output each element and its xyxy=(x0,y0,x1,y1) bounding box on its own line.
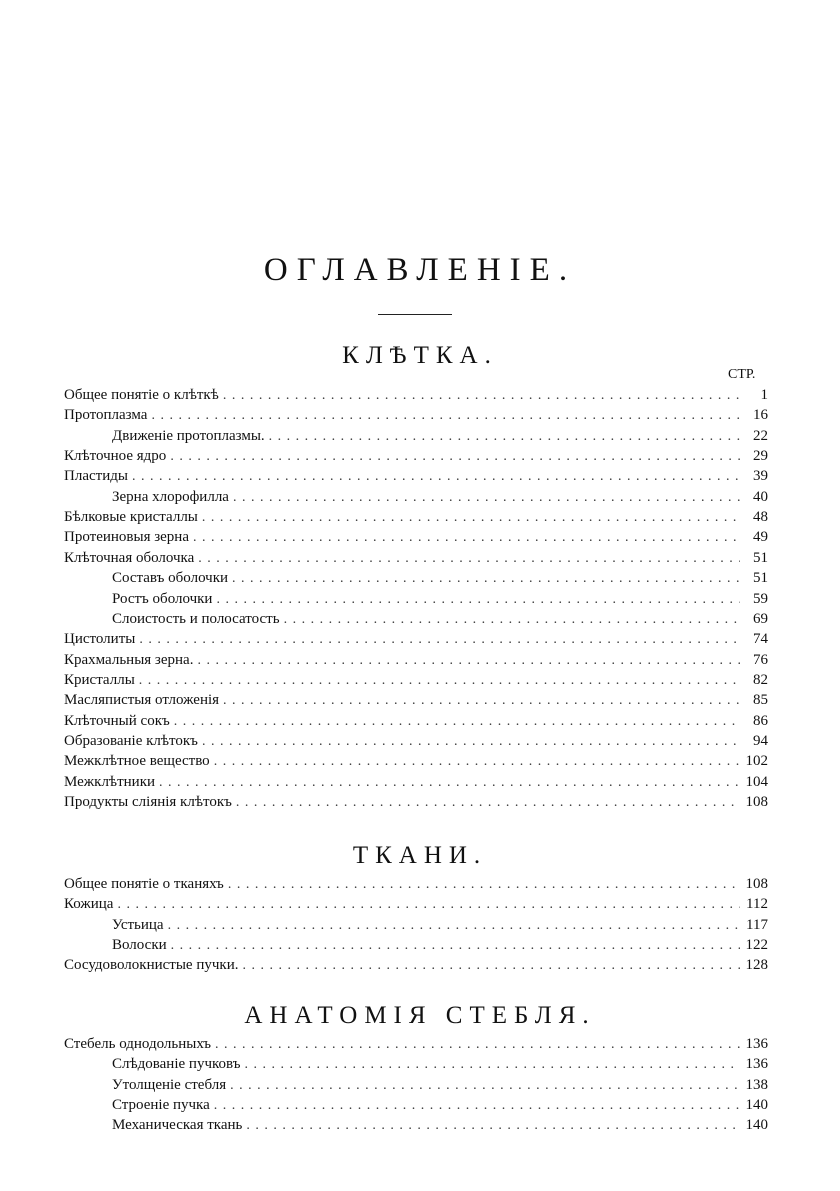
dot-leader xyxy=(215,1036,740,1053)
dot-leader xyxy=(284,611,740,628)
toc-entry xyxy=(64,892,768,913)
dot-leader xyxy=(269,428,740,445)
toc-entry xyxy=(112,913,768,934)
toc-entry xyxy=(64,770,768,791)
toc-entry-page: 117 xyxy=(746,916,768,933)
toc-entry-label: Межклѣтники xyxy=(64,773,156,790)
toc-entry-label: Бѣлковые кристаллы xyxy=(64,509,198,526)
toc-entry-page: 49 xyxy=(753,529,768,546)
dot-leader xyxy=(233,489,740,506)
toc-entry xyxy=(112,1093,768,1114)
toc-entry-label: Ростъ оболочки xyxy=(112,590,213,607)
toc-entry xyxy=(64,709,768,730)
toc-entry xyxy=(64,953,768,974)
dot-leader xyxy=(232,570,740,587)
title-rule xyxy=(378,314,452,315)
dot-leader xyxy=(230,1077,740,1094)
toc-entry-page: 108 xyxy=(745,876,768,892)
toc-entry-page: 94 xyxy=(753,732,768,749)
toc-entry-label: Общее понятіе о тканяхъ xyxy=(64,876,224,892)
dot-leader xyxy=(202,733,740,750)
dot-leader xyxy=(242,957,740,974)
toc-entry-label: Клѣточное ядро xyxy=(64,448,167,465)
dot-leader xyxy=(170,448,740,465)
toc-entry xyxy=(64,546,768,567)
toc-entry xyxy=(64,464,768,485)
toc-entry-page: 69 xyxy=(753,610,768,627)
toc-entry-page: 51 xyxy=(753,570,768,587)
dot-leader xyxy=(159,774,740,791)
toc-entry-label: Продукты сліянія клѣтокъ xyxy=(64,794,232,810)
toc-entry-label: Волоски xyxy=(112,936,167,953)
toc-entry-page: 22 xyxy=(753,427,768,444)
toc-entry xyxy=(64,444,768,465)
dot-leader xyxy=(246,1117,740,1134)
toc-entry-page: 136 xyxy=(745,1056,768,1073)
toc-entry-page: 136 xyxy=(745,1036,768,1052)
toc-entry xyxy=(64,648,768,669)
toc-entry-label: Клѣточная оболочка xyxy=(64,549,195,566)
toc-entry-label: Протоплазма xyxy=(64,407,148,424)
dot-leader xyxy=(216,591,740,608)
toc-entry-page: 29 xyxy=(753,448,768,465)
toc-entry xyxy=(64,688,768,709)
toc-entry xyxy=(64,525,768,546)
dot-leader xyxy=(228,876,740,893)
toc-entry-label: Составъ оболочки xyxy=(112,570,229,587)
toc-entry xyxy=(112,607,768,628)
toc-entry xyxy=(112,424,768,445)
dot-leader xyxy=(198,550,740,567)
toc-entry-label: Крахмальныя зерна. xyxy=(64,651,194,668)
toc-entry-label: Движеніе протоплазмы. xyxy=(112,427,265,444)
toc-entry xyxy=(112,1073,768,1094)
toc-entry-page: 39 xyxy=(753,468,768,485)
toc-entry-label: Слѣдованіе пучковъ xyxy=(112,1056,241,1073)
toc-entry-label: Общее понятіе о клѣткѣ xyxy=(64,387,219,403)
toc-entry-page: 40 xyxy=(753,488,768,505)
toc-entry-page: 74 xyxy=(753,631,768,648)
dot-leader xyxy=(244,1056,740,1073)
section-title-tkani: ТКАНИ. xyxy=(352,842,488,869)
page-title: ОГЛАВЛЕНІЕ. xyxy=(263,252,577,288)
toc-entry-page: 108 xyxy=(745,794,768,810)
toc-entry-label: Пластиды xyxy=(64,468,128,485)
dot-leader xyxy=(117,896,740,913)
dot-leader xyxy=(132,468,740,485)
toc-entry-page: 104 xyxy=(745,773,768,790)
toc-entry xyxy=(64,872,768,893)
toc-entry-page: 140 xyxy=(745,1096,768,1113)
dot-leader xyxy=(223,692,740,709)
toc-entry-page: 102 xyxy=(745,753,768,770)
toc-entry xyxy=(64,668,768,689)
toc-entry-label: Клѣточный сокъ xyxy=(64,712,170,729)
dot-leader xyxy=(139,631,740,648)
toc-entry-label: Стебель однодольныхъ xyxy=(64,1036,212,1052)
toc-entry-page: 82 xyxy=(753,671,768,688)
dot-leader xyxy=(168,917,740,934)
toc-entry-page: 85 xyxy=(753,692,768,709)
toc-entry xyxy=(64,749,768,770)
dot-leader xyxy=(223,387,740,404)
toc-entry xyxy=(112,485,768,506)
toc-entry xyxy=(64,790,768,811)
toc-entry xyxy=(112,1052,768,1073)
toc-entry-label: Кожица xyxy=(64,896,114,913)
toc-entry-label: Цистолиты xyxy=(64,631,136,648)
toc-entry-page: 122 xyxy=(745,936,768,953)
toc-entry-page: 86 xyxy=(753,712,768,729)
dot-leader xyxy=(151,407,740,424)
section-title-anatomiya-steblya: АНАТОМІЯ СТЕБЛЯ. xyxy=(244,1002,596,1029)
toc-entry-label: Сосудоволокнистые пучки. xyxy=(64,957,239,974)
toc-entry-label: Слоистость и полосатость xyxy=(112,610,280,627)
toc-entry-label: Утолщеніе стебля xyxy=(112,1076,227,1093)
toc-entry-label: Протеиновыя зерна xyxy=(64,529,189,546)
toc-entry-label: Масляпистыя отложенія xyxy=(64,692,220,709)
toc-entry xyxy=(64,1032,768,1053)
toc-entry-page: 59 xyxy=(753,590,768,607)
toc-entry-page: 1 xyxy=(760,387,768,403)
dot-leader xyxy=(236,794,740,811)
toc-entry xyxy=(112,587,768,608)
dot-leader xyxy=(174,713,740,730)
dot-leader xyxy=(214,1097,740,1114)
dot-leader xyxy=(171,937,740,954)
toc-entry-label: Зерна хлорофилла xyxy=(112,488,229,505)
toc-entry-page: 128 xyxy=(745,957,768,974)
toc-entry xyxy=(64,383,768,404)
toc-entry xyxy=(112,933,768,954)
toc-entry-page: 140 xyxy=(745,1117,768,1134)
toc-entry xyxy=(64,403,768,424)
toc-entry xyxy=(64,729,768,750)
toc-entry-label: Кристаллы xyxy=(64,671,135,688)
dot-leader xyxy=(193,529,740,546)
toc-entry-page: 51 xyxy=(753,549,768,566)
toc-entry xyxy=(64,627,768,648)
toc-entry-label: Механическая ткань xyxy=(112,1117,243,1134)
dot-leader xyxy=(139,672,740,689)
toc-entry-label: Устьица xyxy=(112,916,164,933)
toc-entry-label: Межклѣтное вещество xyxy=(64,753,210,770)
toc-entry xyxy=(112,1113,768,1134)
toc-entry-page: 138 xyxy=(745,1076,768,1093)
toc-entry-page: 112 xyxy=(746,896,768,913)
section-title-kletka: КЛѢТКА. xyxy=(342,342,498,369)
toc-entry-page: 76 xyxy=(753,651,768,668)
dot-leader xyxy=(202,509,740,526)
toc-entry-page: 16 xyxy=(753,407,768,424)
toc-entry xyxy=(112,566,768,587)
toc-entry xyxy=(64,505,768,526)
page-column-label: СТР. xyxy=(728,367,756,382)
toc-entry-page: 48 xyxy=(753,509,768,526)
toc-entry-label: Образованіе клѣтокъ xyxy=(64,732,198,749)
toc-entry-label: Строеніе пучка xyxy=(112,1096,210,1113)
dot-leader xyxy=(214,753,740,770)
dot-leader xyxy=(197,652,740,669)
